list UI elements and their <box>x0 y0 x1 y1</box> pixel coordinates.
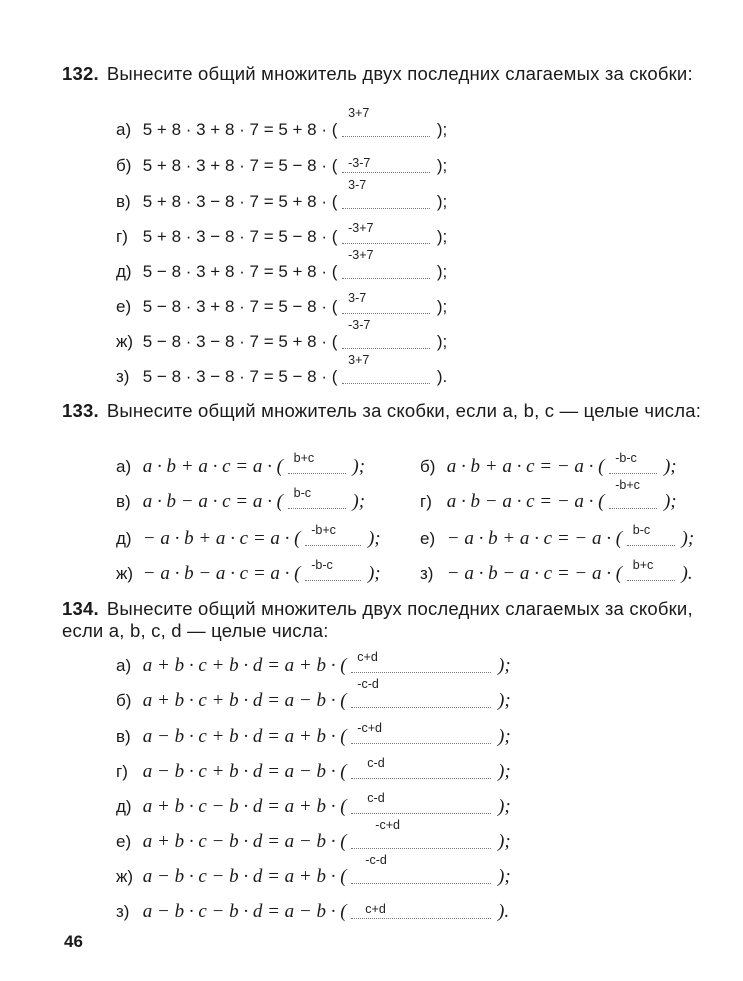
item-expression: 5 + 8 · 3 + 8 · 7 = 5 + 8 · ( <box>142 120 338 139</box>
answer-blank[interactable] <box>351 721 491 744</box>
task-132-item <box>116 353 448 389</box>
item-label: в) <box>116 727 131 746</box>
closing-bracket: ); <box>498 761 511 782</box>
closing-bracket: ); <box>681 528 695 549</box>
closing-bracket: ); <box>498 655 511 676</box>
answer-blank[interactable] <box>351 818 491 849</box>
handwritten-answer: 3-7 <box>348 291 367 305</box>
item-expression: − a · b − a · c = − a · ( <box>446 563 623 584</box>
item-label: з) <box>116 367 130 386</box>
item-label: д) <box>116 797 132 816</box>
handwritten-answer: -c+d <box>357 721 382 735</box>
item-label: з) <box>116 902 130 921</box>
item-label: а) <box>116 656 132 675</box>
task-133-item <box>420 478 677 514</box>
task-133-heading <box>62 400 704 422</box>
task-text: Вынесите общий множитель двух последних слагаемых за скобки: <box>106 63 693 84</box>
task-134-item <box>116 818 511 854</box>
item-expression: − a · b − a · c = a · ( <box>142 563 301 584</box>
item-label: в) <box>116 492 131 511</box>
item-expression: − a · b + a · c = − a · ( <box>446 528 623 549</box>
item-expression: a − b · c + b · d = a − b · ( <box>142 761 347 782</box>
item-label: г) <box>116 227 128 246</box>
closing-bracket: ); <box>663 456 677 477</box>
handwritten-answer: c+d <box>365 902 386 916</box>
task-132-item <box>116 291 448 319</box>
task-133-item <box>116 451 366 479</box>
item-label: г) <box>116 762 128 781</box>
answer-blank[interactable] <box>627 558 675 581</box>
task-134-item <box>116 791 511 819</box>
item-label: б) <box>420 457 436 476</box>
closing-bracket: ); <box>436 156 448 175</box>
closing-bracket: ); <box>352 456 366 477</box>
item-label: д) <box>116 529 132 548</box>
handwritten-answer: -b-c <box>311 558 333 572</box>
closing-bracket: ). <box>498 901 510 922</box>
task-133-item <box>116 486 366 514</box>
answer-blank[interactable] <box>305 558 361 581</box>
handwritten-answer: -c-d <box>365 853 387 867</box>
item-expression: 5 − 8 · 3 − 8 · 7 = 5 − 8 · ( <box>142 367 338 386</box>
answer-blank[interactable] <box>288 486 346 509</box>
handwritten-answer: -b-c <box>615 451 637 465</box>
answer-blank[interactable] <box>351 900 491 919</box>
task-134-item <box>116 900 509 924</box>
closing-bracket: ); <box>498 866 511 887</box>
handwritten-answer: 3-7 <box>348 178 367 192</box>
task-132-item <box>116 221 448 249</box>
item-expression: a + b · c + b · d = a − b · ( <box>142 690 347 711</box>
task-number: 134. <box>62 598 99 619</box>
closing-bracket: ); <box>436 227 448 246</box>
item-expression: a + b · c − b · d = a − b · ( <box>142 831 347 852</box>
item-expression: a · b + a · c = − a · ( <box>446 456 605 477</box>
item-expression: 5 + 8 · 3 − 8 · 7 = 5 − 8 · ( <box>142 227 338 246</box>
task-132-item <box>116 154 447 178</box>
task-132-item <box>116 318 448 354</box>
item-expression: 5 − 8 · 3 + 8 · 7 = 5 − 8 · ( <box>142 297 338 316</box>
item-label: е) <box>116 297 132 316</box>
page-number: 46 <box>64 932 83 951</box>
closing-bracket: ); <box>663 491 677 512</box>
answer-blank[interactable] <box>342 318 430 349</box>
handwritten-answer: -b+c <box>311 523 336 537</box>
handwritten-answer: -c+d <box>375 818 400 832</box>
task-133-item <box>116 558 381 586</box>
closing-bracket: ); <box>352 491 366 512</box>
item-label: а) <box>116 457 132 476</box>
item-label: д) <box>116 262 132 281</box>
answer-blank[interactable] <box>351 677 491 708</box>
task-133-item <box>116 523 381 551</box>
closing-bracket: ); <box>367 528 381 549</box>
closing-bracket: ); <box>436 192 448 211</box>
item-expression: 5 + 8 · 3 − 8 · 7 = 5 + 8 · ( <box>142 192 338 211</box>
answer-blank[interactable] <box>609 478 657 509</box>
item-label: б) <box>116 156 132 175</box>
answer-blank[interactable] <box>342 154 430 173</box>
answer-blank[interactable] <box>342 221 430 244</box>
item-label: е) <box>116 832 132 851</box>
closing-bracket: ); <box>498 831 511 852</box>
item-label: ж) <box>116 867 134 886</box>
item-label: а) <box>116 120 132 139</box>
answer-blank[interactable] <box>351 650 491 673</box>
handwritten-answer: c-d <box>367 756 385 770</box>
handwritten-answer: -c-d <box>357 677 379 691</box>
closing-bracket: ); <box>498 796 511 817</box>
item-label: б) <box>116 691 132 710</box>
handwritten-answer: b-c <box>293 486 312 500</box>
handwritten-answer: -3+7 <box>348 248 374 262</box>
answer-blank[interactable] <box>342 178 430 209</box>
task-134-item <box>116 721 511 749</box>
task-134-item <box>116 650 511 678</box>
task-number: 132. <box>62 63 99 84</box>
closing-bracket: ); <box>367 563 381 584</box>
handwritten-answer: -3-7 <box>348 156 371 170</box>
task-132-item <box>116 106 448 142</box>
answer-blank[interactable] <box>305 523 361 546</box>
answer-blank[interactable] <box>342 106 430 137</box>
item-label: ж) <box>116 332 134 351</box>
answer-blank[interactable] <box>288 451 346 474</box>
answer-blank[interactable] <box>627 523 675 546</box>
closing-bracket: ); <box>436 297 448 316</box>
item-label: в) <box>116 192 131 211</box>
item-expression: 5 − 8 · 3 + 8 · 7 = 5 + 8 · ( <box>142 262 338 281</box>
task-134-item <box>116 756 511 784</box>
task-134-heading <box>62 598 704 642</box>
item-expression: a · b − a · c = − a · ( <box>446 491 605 512</box>
item-expression: a + b · c + b · d = a + b · ( <box>142 655 347 676</box>
item-expression: a · b − a · c = a · ( <box>142 491 283 512</box>
closing-bracket: ); <box>436 120 448 139</box>
task-number: 133. <box>62 400 99 421</box>
task-133-item <box>420 523 695 551</box>
handwritten-answer: -b+c <box>615 478 640 492</box>
handwritten-answer: -3-7 <box>348 318 371 332</box>
item-label: г) <box>420 492 432 511</box>
item-expression: a − b · c + b · d = a + b · ( <box>142 726 347 747</box>
closing-bracket: ); <box>498 726 511 747</box>
answer-blank[interactable] <box>342 353 430 384</box>
task-text: Вынесите общий множитель двух последних слагаемых за скобки, если a, b, c, d — целые числа: <box>62 598 693 641</box>
task-133-item <box>420 558 693 586</box>
handwritten-answer: 3+7 <box>348 106 370 120</box>
handwritten-answer: b+c <box>293 451 315 465</box>
closing-bracket: ). <box>436 367 448 386</box>
answer-blank[interactable] <box>609 451 657 474</box>
answer-blank[interactable] <box>351 853 491 884</box>
item-expression: a − b · c − b · d = a + b · ( <box>142 866 347 887</box>
answer-blank[interactable] <box>342 291 430 314</box>
handwritten-answer: b+c <box>632 558 654 572</box>
handwritten-answer: 3+7 <box>348 353 370 367</box>
task-134-item <box>116 677 511 713</box>
task-132-heading <box>62 63 704 85</box>
answer-blank[interactable] <box>351 756 491 779</box>
closing-bracket: ); <box>436 332 448 351</box>
task-132-item <box>116 178 448 214</box>
item-label: з) <box>420 564 434 583</box>
handwritten-answer: c+d <box>357 650 378 664</box>
item-expression: a − b · c − b · d = a − b · ( <box>142 901 347 922</box>
handwritten-answer: b-c <box>632 523 651 537</box>
item-label: е) <box>420 529 436 548</box>
closing-bracket: ); <box>498 690 511 711</box>
handwritten-answer: c-d <box>367 791 385 805</box>
item-expression: a + b · c − b · d = a + b · ( <box>142 796 347 817</box>
answer-blank[interactable] <box>351 791 491 814</box>
closing-bracket: ). <box>681 563 693 584</box>
task-134-item <box>116 853 511 889</box>
item-expression: − a · b + a · c = a · ( <box>142 528 301 549</box>
closing-bracket: ); <box>436 262 448 281</box>
task-133-item <box>420 451 677 479</box>
task-132-item <box>116 248 448 284</box>
item-expression: a · b + a · c = a · ( <box>142 456 283 477</box>
handwritten-answer: -3+7 <box>348 221 374 235</box>
item-label: ж) <box>116 564 134 583</box>
task-text: Вынесите общий множитель за скобки, если a, b, c — целые числа: <box>106 400 702 421</box>
answer-blank[interactable] <box>342 248 430 279</box>
item-expression: 5 − 8 · 3 − 8 · 7 = 5 + 8 · ( <box>142 332 338 351</box>
item-expression: 5 + 8 · 3 + 8 · 7 = 5 − 8 · ( <box>142 156 338 175</box>
